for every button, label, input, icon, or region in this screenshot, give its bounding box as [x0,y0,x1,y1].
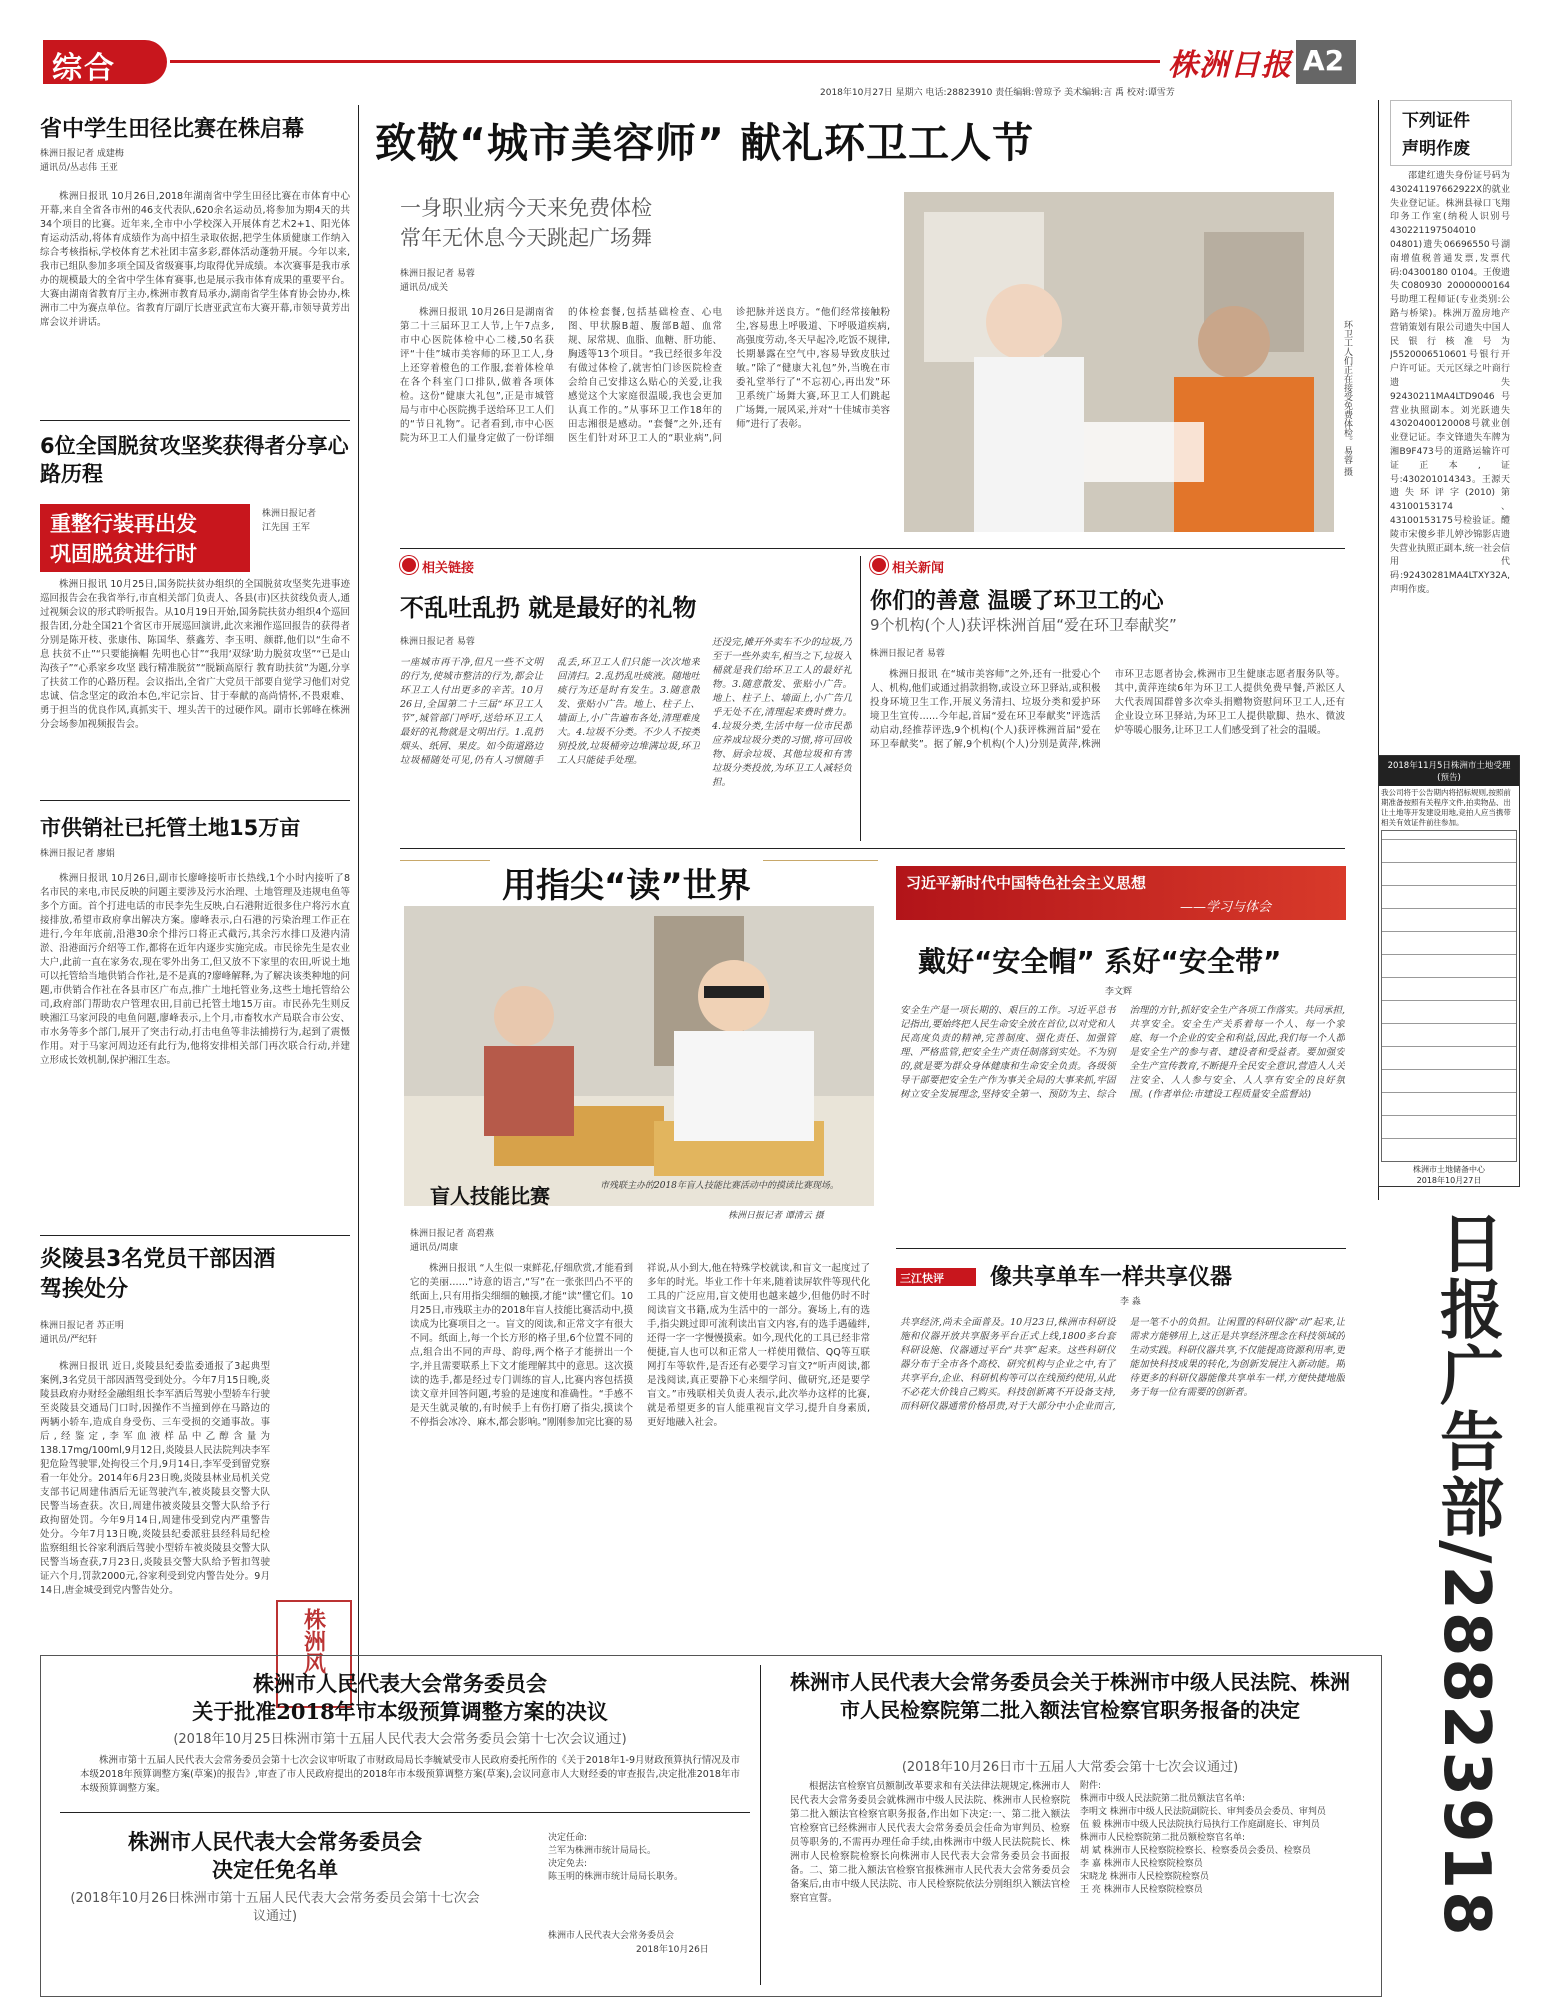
related-news-tag: 相关新闻 [870,556,944,576]
feature-subtitle-2: 常年无休息今天跳起广场舞 [400,226,652,250]
notice-3-body: 根据法官检察官员额制改革要求和有关法律法规规定,株洲市人民代表大会常务委员会就株洲市中级人民法院、株洲市人民检察院第二批入额法官检察官职务报备,作出如下决定:一、第二批入额法官检察官已经株洲市人民代表大会常务委员会任命为审判员、检察员等职务的,不需再办理任命手续,由株洲市中级人民法院院长、株洲市人民检察院检察长向株洲市人民代表大会常务委员会书面报备。二、第二批入额法官检察官报株洲市人民代表大会常务委员会备案后,由市中级人民法院、市人民检察院依法分别组织入额法官检察官宣誓。 [790,1781,1070,1904]
theory-banner-title: 习近平新时代中国特色社会主义思想 [906,874,1147,892]
notices-divider [760,1665,761,1985]
bullet-icon [400,556,418,574]
column-rule [358,105,359,1710]
article-6-body-2: 还没完,摊开外卖车不少的垃圾,乃至于一些外卖车,相当之下,垃圾入桶就是我们给环卫工人的最好礼物。3.随意散发、张贴小广告。地上、柱子上、墙面上,小广告几乎无处不在,清理起来费时费力。4.垃圾分类,生活中每一位市民都应养成垃圾分类的习惯,将可回收物、厨余垃圾、其他垃圾和有害垃圾分类投放,为环卫工人减轻负担。 [712,637,852,788]
feature-headline: 致敬“城市美容师” 献礼环卫工人节 [375,119,1035,167]
notice-1-body: 株洲市第十五届人民代表大会常务委员会第十七次会议审听取了市财政局局长李毓斌受市人民政府委托所作的《关于2018年1-9月财政预算执行情况及市本级2018年预算调整方案(草案)的报告》,审查了市人民政府提出的2018年市本级预算调整方案(草案),会议同意市人大财经委的审查报告,决定批准2018年市本级预算调整方案。 [80,1755,740,1794]
feature-byline: 株洲日报记者 易蓉 [400,269,475,279]
newspaper-logo: 株洲日报 [1168,48,1292,83]
article-8-byline-2: 通讯员/周康 [410,1243,459,1253]
article-2-byline-2: 江先国 王军 [262,523,310,533]
article-2-title: 6位全国脱贫攻坚奖获得者分享心路历程 [40,434,349,486]
article-1-byline-2: 通讯员/丛志伟 王亚 [40,163,118,173]
divider [60,1812,750,1813]
article-7-byline: 株洲日报记者 易蓉 [870,649,945,659]
article-8-title: 用指尖“读”世界 [490,858,763,907]
bullet-icon [870,556,888,574]
notice-box-title-2: 声明作废 [1402,139,1470,159]
notice-1-subtitle: (2018年10月25日株洲市第十五届人民代表大会常务委员会第十七次会议通过) [173,1732,627,1747]
feature-photo-illustration [904,192,1334,532]
blind-reading-photo [404,906,874,1206]
divider [40,1235,350,1236]
theory-banner-subtitle: ——学习与体会 [1180,900,1272,915]
article-3-title: 市供销社已托管土地15万亩 [40,816,301,840]
article-6-body: 一座城市再干净,但凡一些不文明的行为,使城市整洁的行为,都会让环卫工人付出更多的辛苦。10月26日,全国第二十三届“环卫工人节”,城管部门呼吁,送给环卫工人最好的礼物就是文明出行。1.乱扔烟头、纸屑、果皮。如今街道路边垃圾桶随处可见,仍有人习惯随手乱丢,环卫工人们只能一次次地来回清扫。2.乱扔乱吐痰液。随地吐痰行为还是时有发生。3.随意散发、张贴小广告。地上、柱子上、墙面上,小广告遍布各处,清理难度大。4.垃圾不分类。不少人不按类别投放,垃圾桶旁边堆满垃圾,环卫工人只能徒手处理。 [400,657,700,766]
article-3-byline: 株洲日报记者 廖娟 [40,849,115,859]
notice-2-date: 2018年10月26日 [636,1945,709,1955]
divider [400,548,1345,549]
article-1-byline: 株洲日报记者 成建梅 [40,149,124,159]
notice-2-title-1: 株洲市人民代表大会常务委员会 [128,1829,422,1854]
masthead-rule [170,60,1160,63]
page-number: A2 [1303,44,1345,77]
land-table-note: 我公司将于公告期内将招标规则,按照前期准备按照有关程序文件,拍卖物品、出让土地等开发建设用地,竞拍人应当携带相关有效证件前往参加。 [1381,788,1511,827]
feature-subtitle-1: 一身职业病今天来免费体检 [400,196,652,220]
notice-3-annex: 附件: 株洲市中级人民法院第二批员额法官名单: 李明文 株洲市中级人民法院副院长、审判委员会委员、审判员 伍 毅 株洲市中级人民法院执行局执行工作庭副庭长、审判员 株洲市人民检察院第二批员额检察官名单: 胡 斌 株洲市人民检察院检察长、检察委员会委员、检察员 李 嘉 株洲市人民检察院检察员 宋晓龙 株洲市人民检察院检察员 王 亮 株洲市人民检察院检察员 [1080,1781,1326,1895]
article-7-subtitle: 9个机构(个人)获评株洲首届“爱在环卫奉献奖” [870,616,1177,634]
ad-department-phone: 日报广告部/28823918 [1429,1210,1503,1938]
article-10-author: 李 淼 [1120,1297,1141,1307]
divider [400,848,1345,849]
article-3-body: 株洲日报讯 10月26日,副市长廖峰接听市长热线,1个小时内接听了8名市民的来电,市民反映的问题主要涉及污水治理、土地管理及违规电鱼等多个方面。首个打进电话的市民李先生反映,白石港附近很多住户将污水直接排放,希望市政府拿出解决方案。廖峰表示,白石港的污染治理工作正在进行,今年年底前,沿港30余个排污口将正式截污,其余污水排口及港内清淤、沿港面污介绍等工作,都将在近年内逐步实施完成。市民徐先生是农业大户,此前一直在家务农,现在零外出务工,但又放不下家里的农田,听说土地可以托管给当地供销合作社,是不是真的?廖峰解释,为了解决该类种地的问题,市供销合作社在各县市区广布点,推广土地托管业务,这些土地托管给公司,政府部门帮助农户管理农田,目前已托管土地15万亩。市民孙先生则反映湘江马家河段的电鱼问题,廖峰表示,上个月,市畜牧水产局联合市公安、市水务等多个部门,展开了突击行动,打击电鱼等非法捕捞行为,起到了震慑作用。对于马家河周边还有此行为,他将安排相关部门再次联合行动,并建立形成长效机制,保护湘江生态。 [40,873,350,1066]
article-9-author: 李文辉 [1105,987,1133,997]
article-4-body: 株洲日报讯 近日,炎陵县纪委监委通报了3起典型案例,3名党员干部因酒驾受到处分。今年7月15日晚,炎陵县政府办财经金融组组长李军酒后驾驶小型轿车行驶至炎陵县交通局门口时,因操作不当撞到停在马路边的两辆小轿车,造成自身受伤、三车受损的交通事故。事后,经鉴定,李军血液样品中乙醇含量为138.17mg/100ml,9月12日,炎陵县人民法院判决李军犯危险驾驶罪,处拘役三个月,9月14日,李军受到留党察看一年处分。2014年6月23日晚,炎陵县林业局机关党支部书记周建伟酒后无证驾驶汽车,被炎陵县交警大队民警当场查获。次日,周建伟被炎陵县交警大队给予行政拘留处罚。今年9月14日,周建伟受到党内严重警告处分。今年7月13日晚,炎陵县纪委派驻县经科局纪检监察组组长谷家利酒后驾驶小型轿车被炎陵县交警大队民警当场查获,7月23日,炎陵县交警大队给予暂扣驾驶证六个月,罚款2000元,谷家利受到党内警告处分。9月14日,唐金城受到党内警告处分。 [40,1361,270,1596]
article-2-body: 株洲日报讯 10月25日,国务院扶贫办组织的全国脱贫攻坚奖先进事迹巡回报告会在我省举行,市直相关部门负责人、各县(市)区扶贫线负责人,通过视频会议的形式聆听报告。从10月19日开始,国务院扶贫办组织4个巡回报告团,分赴全国21个省区市开展巡回演讲,此次来湘作巡回报告的获得者分别是陈开枝、张康伟、陈国华、蔡鑫芳、李玉明、颜群,他们以“生命不息 扶贫不止”“只要能摘帽 先明也心甘”“我用‘双绿’助力脱贫攻坚”“已是山沟孩子”“心系家乡攻坚 践行精准脱贫”“脱颖高原行 教育助扶贫”为题,分享了扶贫工作的心路历程。会议指出,全省广大党员干部要自觉学习他们对党忠诚、信念坚定的政治本色,牢记宗旨、甘于奉献的高尚情怀,不畏艰难、勇于担当的优良作风,真抓实干、埋头苦干的过硬作风。副市长郭峰在株洲分会场参加视频报告会。 [40,579,350,730]
feature-byline-2: 通讯员/成关 [400,283,449,293]
section-label: 综合 [52,51,116,86]
article-8-byline: 株洲日报记者 高碧燕 [410,1229,494,1239]
article-10-body: 共享经济,尚未全面普及。10月23日,株洲市科研设施和仪器开放共享服务平台正式上线,1800多台套科研设施、仪器通过平台“共享”起来。这些科研仪器分布于全市各个高校、研究机构与企业之中,有了共享平台,企业、科研机构等可以在线预约使用,从此不必花大价钱自己购买。科技创新离不开设备支持,而科研仪器通常价格昂贵,对于大部分中小企业而言,是一笔不小的负担。让闲置的科研仪器“动”起来,让需求方能够用上,这正是共享经济理念在科技领域的生动实践。科研仪器共享,不仅能提高资源利用率,更能加快科技成果的转化,为创新发展注入新动能。期待更多的科研仪器能像共享单车一样,方便快捷地服务于每一位有需要的创新者。 [900,1317,1345,1412]
article-4-title: 炎陵县3名党员干部因酒驾挨处分 [40,1247,276,1302]
photo-label: 盲人技能比赛 [430,1184,550,1208]
article-6-byline: 株洲日报记者 易蓉 [400,637,475,647]
notice-2-decisions: 决定任命: 兰军为株洲市统计局局长。 决定免去: 陈玉明的株洲市统计局局长职务。 [548,1833,684,1882]
divider [40,800,350,801]
land-table-title: 2018年11月5日株洲市土地受理(预告) [1379,756,1519,786]
notice-2-signature: 株洲市人民代表大会常务委员会 [548,1931,675,1941]
lost-notices-list: 邵建红遗失身份证号码为430241197662922X的就业失业登记证。株洲县禄口飞翔印务工作室(纳税人识别号430221197504010 04801)遗失06696550号湖南增值税普通发票,发票代码:04300180 0104。王俊遗失C080930 20000000164号助理工程师证(专业类别:公路与桥梁)。株洲万盈房地产营销策划有限公司遗失中国人民银行核准号为J5520006510601号银行开户许可证。天元区绿之叶商行遗失92430211MA4LTD9046号营业执照副本。刘光跃遗失43020400120008号就业创业登记证。李文锋遗失车牌为湘B9F473号的道路运输许可证正本,证号:430201014343。王源天遗失环评字(2010)第43100153174、43100153175号检验证。醴陵市宋傻乡菲儿婷沙锦影店遗失营业执照正副本,统一社会信用代码:92430281MA4LTXY32A,声明作废。 [1390,171,1510,595]
feature-photo-caption: 环卫工人们正在接受免费体检。易蓉 摄 [1342,320,1352,476]
land-table [1378,755,1520,1187]
article-9-body: 安全生产是一项长期的、艰巨的工作。习近平总书记指出,要始终把人民生命安全放在首位,以对党和人民高度负责的精神,完善制度、强化责任、加强管理、严格监管,把安全生产责任制落到实处。不为别的,就是要为群众身体健康和生命安全负责。各级领导干部要把安全生产作为事关全局的大事来抓,牢固树立安全发展理念,坚持安全第一、预防为主、综合治理的方针,抓好安全生产各项工作落实。共同承担,共享安全。安全生产关系着每一个人、每一个家庭、每一个企业的安全和利益,因此,我们每一个人都是安全生产的参与者、建设者和受益者。要加强安全生产宣传教育,不断提升全民安全意识,营造人人关注安全、人人参与安全、人人享有安全的良好氛围。(作者单位:市建设工程质量安全监督站) [900,1005,1345,1100]
article-2-subhead-2: 巩固脱贫进行时 [50,542,197,566]
article-4-byline: 株洲日报记者 苏正明 [40,1321,124,1331]
article-10-title: 像共享单车一样共享仪器 [990,1265,1233,1290]
comment-tag-label: 三江快评 [900,1272,944,1285]
feature-photo [904,192,1334,532]
masthead-info: 2018年10月27日 星期六 电话:28823910 责任编辑:曾琼予 美术编辑:言 禹 校对:谭雪芳 [820,88,1175,98]
article-2-subhead-1: 重整行装再出发 [50,512,197,536]
feature-body: 株洲日报讯 10月26日是湖南省第二十三届环卫工人节,上午7点多,市中心医院体检中心二楼,50名获评“十佳”城市美容师的环卫工人,身上还穿着橙色的工作服,套着体检单在各个科室门口排队,做着各项体检。这份“健康大礼包”,正是市城管局与市中心医院携手送给环卫工人们的“节日礼物”。记者看到,市中心医院为环卫工人们量身定做了一份详细的体检套餐,包括基础检查、心电图、甲状腺B超、腹部B超、血常规、尿常规、血脂、血糖、肝功能、胸透等13个项目。“我已经很多年没有做过体检了,就害怕门诊医院检查会给自己安排这么贴心的关爱,让我感觉这个大家庭很温暖,我也会更加认真工作的。”从事环卫工作18年的田志湘很是感动。“套餐”之外,还有医生们针对环卫工人的“职业病”,问诊把脉并送良方。“他们经常接触粉尘,容易患上呼吸道、下呼吸道疾病,高强度劳动,冬天早起冷,吃饭不规律,长期暴露在空气中,容易导致皮肤过敏。”除了“健康大礼包”外,当晚在市委礼堂举行了“不忘初心,再出发”环卫系统广场舞大赛,环卫工人们跳起广场舞,一展风采,并对“十佳城市美容师”进行了表彰。 [400,307,890,444]
article-8-caption: 市残联主办的2018年盲人技能比赛活动中的摸读比赛现场。 [600,1181,839,1191]
land-table-footer: 株洲市土地储备中心 2018年10月27日 [1413,1165,1485,1185]
notice-2-title-2: 决定任免名单 [212,1857,338,1882]
article-9-title: 戴好“安全帽” 系好“安全带” [918,945,1282,978]
column-rule [860,556,861,841]
article-1-body: 株洲日报讯 10月26日,2018年湖南省中学生田径比赛在市体育中心开幕,来自全省各市州的46支代表队,620余名运动员,将参加为期4天的共34个项目的比赛。近年来,全市中小学校深入开展体育艺术2+1、阳光体育运动活动,将体育成绩作为高中招生录取依据,把学生体质健康工作纳入综合考核指标,学校体育艺术社团丰富多彩,群体活动蓬勃开展。今年以来,我市已组队参加多项全国及省级赛事,均取得优异成绩。本次赛事是我市承办的规模最大的全省中学生体育赛事,也是展示我市体育成果的重要平台。大赛由湖南省教育厅主办,株洲市教育局承办,湖南省学生体育协会协办,株洲市二中为赛点单位。省教育厅副厅长唐亚武宣布大赛开幕,市领导黄芳出席会议并讲话。 [40,191,350,328]
article-7-body: 株洲日报讯 在“城市美容师”之外,还有一批爱心个人、机构,他们或通过捐款捐物,或设立环卫驿站,或积极投身环境卫生工作,开展义务清扫、垃圾分类和爱护环境卫生宣传……今年起,首届“爱在环卫奉献奖”评选活动启动,经推荐评选,9个机构(个人)获评株洲首届“爱在环卫奉献奖”。据了解,9个机构(个人)分别是黄萍,株洲市环卫志愿者协会,株洲市卫生健康志愿者服务队等。其中,黄萍连续6年为环卫工人提供免费早餐,芦淞区人大代表周国群曾多次牵头捐赠物资慰问环卫工人,还有企业设立环卫驿站,为环卫工人提供歇脚、热水、微波炉等暖心服务,让环卫工人们感受到了社会的温暖。 [870,669,1345,750]
article-7-title: 你们的善意 温暖了环卫工的心 [870,589,1164,614]
notice-1-title-2: 关于批准2018年市本级预算调整方案的决议 [192,1699,608,1724]
article-8-body: 株洲日报讯 “人生似一束鲜花,仔细欣赏,才能看到它的美丽……”诗意的语言,“写”在一张张凹凸不平的纸面上,只有用指尖细细的触摸,才能“读”懂它们。10月25日,市残联主办的2018年盲人技能比赛活动中,摸读成为比赛项目之一。盲文的阅读,和正常文字有很大不同。纸面上,每一个长方形的格子里,6个位置不同的点,组合出不同的声母、韵母,两个格子才能拼出一个字,并且需要联系上下文才能理解其中的意思。这次摸读的选手,都是经过专门训练的盲人,比赛内容包括摸读文章并回答问题,考验的是速度和准确性。“手感不是天生就灵敏的,有时候手上有伤打磨了指尖,摸读个不停指会冰冷、麻木,都会影响。”刚刚参加完比赛的易祥说,从小到大,他在特殊学校就读,和盲文一起度过了多年的时光。毕业工作十年来,随着读屏软件等现代化工具的广泛应用,盲文使用也越来越少,但他仍时不时阅读盲文书籍,成为生活中的一部分。赛场上,有的选手,指尖跳过即可流利读出盲文内容,有的选手遇磕绊,还得一字一字慢慢摸索。如今,现代化的工具已经非常便捷,盲人也可以和正常人一样使用微信、QQ等互联网打车等软件,是否还有必要学习盲文?“听声阅读,都是浅阅读,真正要静下心来细学问、做研究,还是要学盲文。”市残联相关负责人表示,此次举办这样的比赛,就是希望更多的盲人能重视盲文学习,提升自身素质,更好地融入社会。 [410,1263,870,1428]
notice-3-title: 株洲市人民代表大会常务委员会关于株洲市中级人民法院、株洲市人民检察院第二批入额法官检察官职务报备的决定 [790,1670,1350,1722]
article-6-title: 不乱吐乱扔 就是最好的礼物 [400,594,697,622]
land-table-grid [1381,830,1517,1162]
seal-text: 株洲风 [300,1608,327,1674]
notice-1-title-1: 株洲市人民代表大会常务委员会 [253,1671,547,1696]
article-8-photo [404,906,874,1206]
article-4-byline-2: 通讯员/严纪轩 [40,1335,98,1345]
notice-box-title-1: 下列证件 [1402,111,1470,131]
related-link-tag: 相关链接 [400,556,474,576]
divider [40,420,350,421]
divider [896,1248,1346,1249]
article-2-byline: 株洲日报记者 [262,509,317,519]
notice-2-subtitle: (2018年10月26日株洲市第十五届人民代表大会常务委员会第十七次会议通过) [70,1891,480,1924]
article-8-caption-credit: 株洲日报记者 谭清云 摄 [728,1211,824,1221]
notice-3-subtitle: (2018年10月26日市十五届人大常委会第十七次会议通过) [901,1760,1239,1775]
article-1-title: 省中学生田径比赛在株启幕 [40,117,305,142]
